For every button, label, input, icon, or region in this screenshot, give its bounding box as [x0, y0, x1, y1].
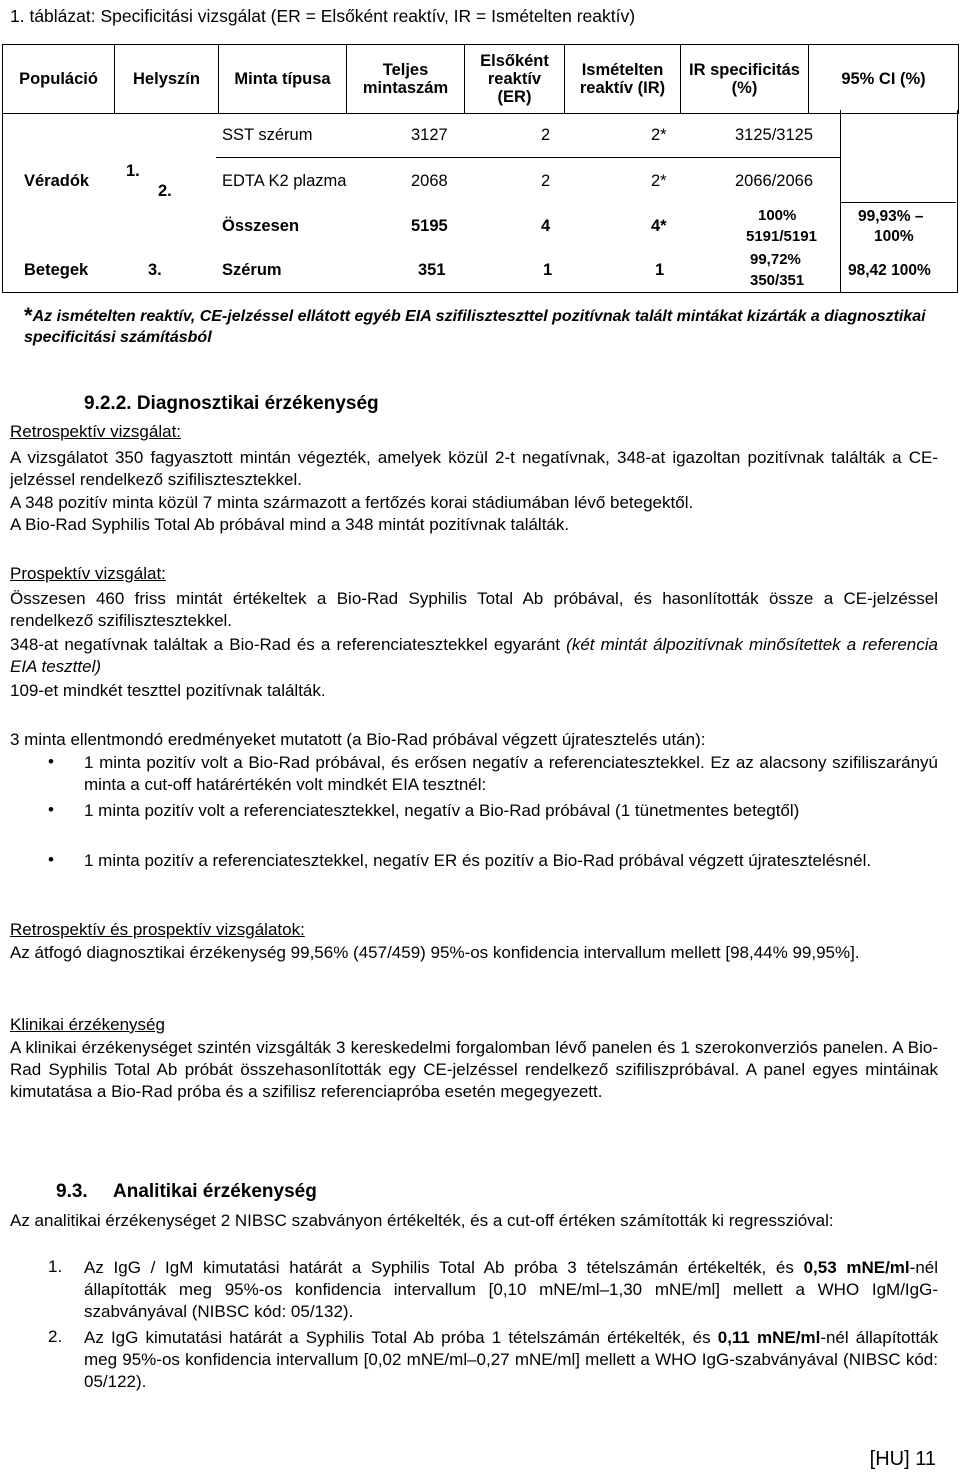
row-total-spec: 5191/5191: [746, 228, 817, 245]
bullet-1: •: [48, 752, 54, 771]
discordant-item-1: 1 minta pozitív volt a Bio-Rad próbával, és erősen negatív a referenciatesztekkel. Ez az alacsony szifiliszarányú minta a cut-off határértékén volt mindkét EIA tesztnél:: [84, 753, 938, 794]
table-footnote: [24, 305, 944, 348]
row-total-total: 5195: [411, 217, 448, 235]
item-number-1: 1.: [48, 1257, 63, 1276]
table-caption: 1. táblázat: Specificitási vizsgálat (ER = Elsőként reaktív, IR = Ismételten reaktív): [10, 6, 636, 26]
table-header-row: [3, 45, 959, 114]
prospective-p2-italic: (két mintát álpozitívnak minősítettek a referencia EIA teszttel): [10, 635, 938, 676]
header-ir: Ismételten reaktív (IR): [565, 45, 681, 114]
section-heading-922: 9.2.2. Diagnosztikai érzékenység: [84, 393, 379, 414]
bullet-3: •: [48, 850, 54, 869]
header-ci: 95% CI (%): [809, 45, 959, 114]
row-serum-total: 351: [418, 261, 446, 279]
table-body: [2, 110, 958, 293]
row-serum-ci: 98,42 100%: [848, 262, 931, 279]
analytical-item-2: [84, 1327, 938, 1393]
item-number-2: 2.: [48, 1327, 63, 1346]
row-serum-er: 1: [543, 261, 553, 279]
clinical-paragraph: A klinikai érzékenységet szintén vizsgálták 3 kereskedelmi forgalomban lévő panelen és 1 szerokonverziós panelen. A Bio-Rad Syphilis Total Ab próbát összehasonlították egy CE-jelzéssel rendelkező szifiliszpróbával. A panel egyes mintáinak kimutatása a Bio-Rad próba és a szifilisz referenciapróba esetén megegyezett.: [10, 1038, 938, 1101]
item-2-text-c: -nél állapították meg 95%-os konfidencia intervallum [0,02 mNE/ml–0,27 mNE/ml] mellett a WHO IgG-szabványával (NIBSC kód: 05/122).: [84, 1328, 939, 1391]
retrospective-paragraph-1: A vizsgálatot 350 fagyasztott mintán végezték, amelyek közül 2-t negatívnak, 348-at igazoltan pozitívnak találták a CE-jelzéssel rendelkező szifilisztesztekkel.: [10, 448, 938, 489]
clinical-heading: Klinikai érzékenység: [10, 1015, 165, 1034]
footnote-text: Az ismételten reaktív, CE-jelzéssel ellátott egyéb EIA szifiliszteszttel pozitívnak talált mintákat kizárták a diagnosztikai specificitási számításból: [24, 308, 926, 346]
analytical-item-1: [84, 1257, 938, 1323]
row-total-er: 4: [541, 217, 551, 235]
item-1-text-a: Az IgG / IgM kimutatási határát a Syphilis Total Ab próba 3 tételszámán értékelték, és: [84, 1258, 804, 1277]
row-serum-spec-pct: 99,72%: [750, 251, 801, 268]
row-serum-ir: 1: [655, 261, 665, 279]
row-sst-ir: 2*: [651, 126, 667, 144]
retrospective-paragraph-2: A 348 pozitív minta közül 7 minta származott a fertőzés korai stádiumában lévő betegektől.: [10, 493, 694, 512]
row-sst-total: 3127: [411, 126, 448, 144]
item-1-text-c: -nél állapították meg 95%-os konfidencia intervallum [0,10 mNE/ml–1,30 mNE/ml] mellett a WHO IgM/IgG-szabványával (NIBSC kód: 05/132).: [84, 1258, 939, 1321]
row-sst-er: 2: [541, 126, 551, 144]
header-er: Elsőként reaktív (ER): [465, 45, 565, 114]
row-total-ci-low: 99,93% –: [858, 208, 924, 225]
discordant-item-3: 1 minta pozitív a referenciatesztekkel, negatív ER és pozitív a Bio-Rad próbával végzett újratesztelésnél.: [84, 851, 872, 870]
row-edta-er: 2: [541, 172, 551, 190]
prospective-paragraph-1: Összesen 460 friss mintát értékeltek a Bio-Rad Syphilis Total Ab próbával, és hasonlították össze a CE-jelzéssel rendelkező szifilisztesztekkel.: [10, 589, 938, 630]
section-title-93: Analitikai érzékenység: [113, 1181, 317, 1202]
population-donors: Véradók: [24, 172, 90, 190]
item-2-text-a: Az IgG kimutatási határát a Syphilis Total Ab próba 1 tételszámán értékelték, és: [84, 1328, 718, 1347]
retrospective-paragraph-3: A Bio-Rad Syphilis Total Ab próbával mind a 348 mintát pozitívnak találták.: [10, 515, 570, 534]
row-edta-total: 2068: [411, 172, 448, 190]
row-edta-type: EDTA K2 plazma: [222, 172, 347, 190]
site-2: 2.: [158, 182, 172, 200]
row-serum-spec: 350/351: [750, 272, 805, 289]
bullet-2: •: [48, 800, 54, 819]
specificity-table: [2, 44, 959, 114]
discordant-heading: 3 minta ellentmondó eredményeket mutatott (a Bio-Rad próbával végzett újratesztelés után):: [10, 730, 706, 749]
footnote-star: *: [24, 303, 33, 328]
combined-paragraph: Az átfogó diagnosztikai érzékenység 99,56% (457/459) 95%-os konfidencia intervallum mellett [98,44% 99,95%].: [10, 943, 860, 962]
prospective-paragraph-3: 109-et mindkét teszttel pozitívnak találták.: [10, 681, 326, 700]
page-footer: [HU] 11: [869, 1448, 936, 1470]
analytical-paragraph: Az analitikai érzékenységet 2 NIBSC szabványon értékelték, és a cut-off értéken számították ki regresszióval:: [10, 1211, 834, 1230]
prospective-p2-text: 348-at negatívnak találtak a Bio-Rad és a referenciatesztekkel egyaránt: [10, 635, 567, 654]
header-sample-type: Minta típusa: [219, 45, 347, 114]
row-total-ci-high: 100%: [874, 228, 914, 245]
item-2-value: 0,11 mNE/ml: [717, 1328, 821, 1347]
item-1-value: 0,53 mNE/ml: [803, 1258, 910, 1277]
row-edta-spec: 2066/2066: [735, 172, 813, 190]
prospective-paragraph-2: [10, 634, 938, 678]
row-sst-type: SST szérum: [222, 126, 313, 144]
population-patients: Betegek: [24, 261, 89, 279]
row-edta-ir: 2*: [651, 172, 667, 190]
header-total: Teljes mintaszám: [347, 45, 465, 114]
row-total-type: Összesen: [222, 217, 300, 235]
row-sst-spec: 3125/3125: [735, 126, 813, 144]
prospective-heading: Prospektív vizsgálat:: [10, 564, 166, 583]
discordant-item-2: 1 minta pozitív volt a referenciatesztekkel, negatív a Bio-Rad próbával (1 tünetmentes betegtől): [84, 801, 800, 820]
retrospective-heading: Retrospektív vizsgálat:: [10, 422, 182, 441]
site-3: 3.: [148, 261, 162, 279]
site-1: 1.: [126, 162, 140, 180]
row-total-spec-pct: 100%: [758, 207, 797, 224]
header-ir-specificity: IR specificitás (%): [681, 45, 809, 114]
row-serum-type: Szérum: [222, 261, 282, 279]
section-number-93: 9.3.: [56, 1181, 88, 1202]
header-population: Populáció: [3, 45, 115, 114]
combined-heading: Retrospektív és prospektív vizsgálatok:: [10, 920, 305, 939]
row-total-ir: 4*: [651, 217, 667, 235]
header-site: Helyszín: [115, 45, 219, 114]
